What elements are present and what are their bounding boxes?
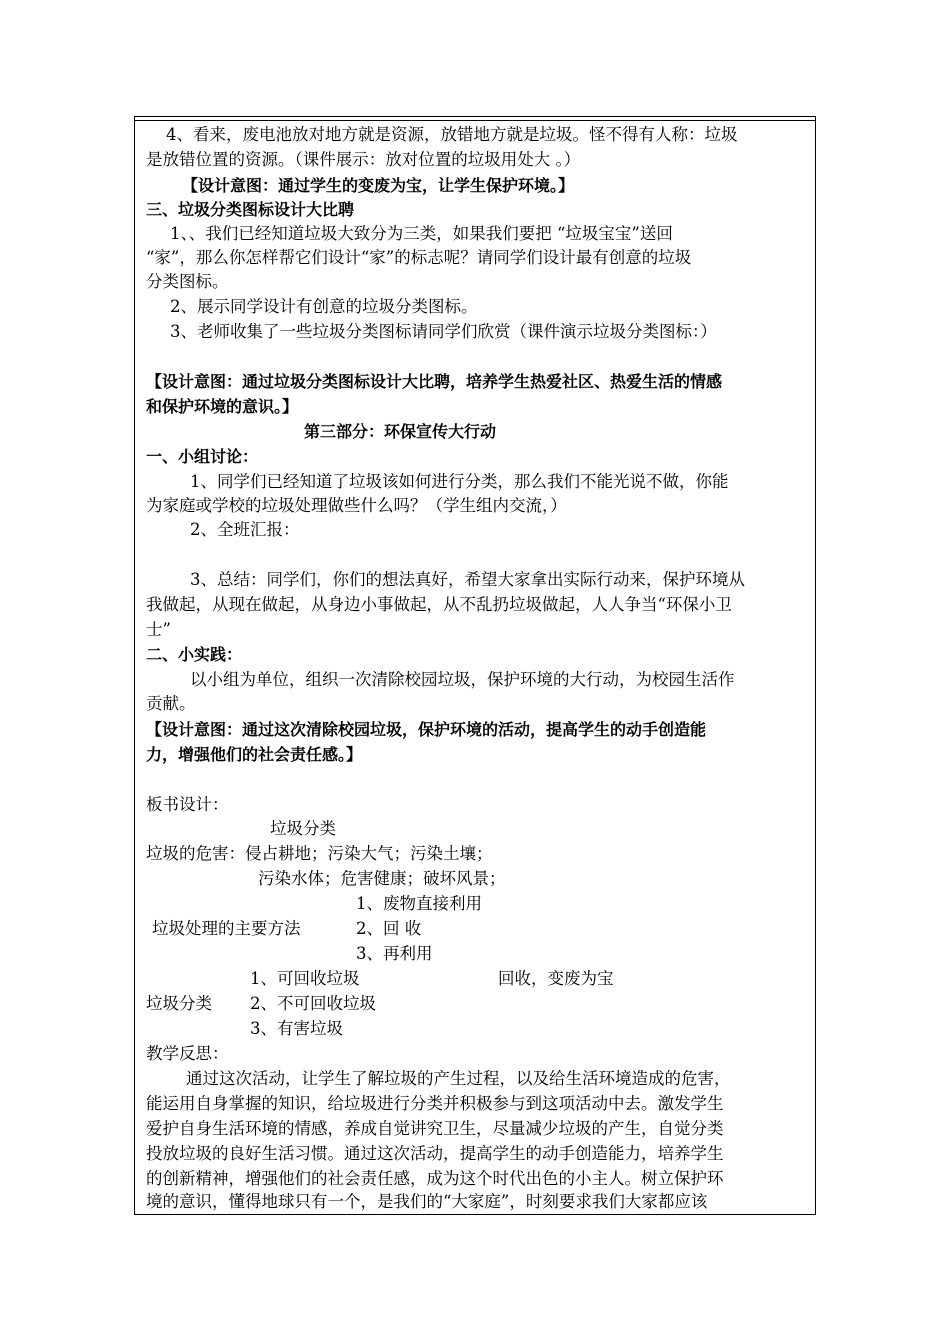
text-line: 士” — [146, 620, 171, 639]
design-intent: 【设计意图：通过垃圾分类图标设计大比聘，培养学生热爱社区、热爱生活的情感 — [146, 372, 723, 391]
text-line: 4、看来，废电池放对地方就是资源，放错地方就是垃圾。怪不得有人称：垃圾 — [166, 125, 738, 144]
section-heading: 一、小组讨论： — [146, 447, 259, 466]
text-line: 3、总结：同学们，你们的想法真好，希望大家拿出实际行动来，保护环境从 — [190, 570, 745, 589]
section-heading: 二、小实践： — [146, 645, 243, 664]
board-line: 2、不可回收垃圾 — [250, 994, 376, 1013]
text-line: “家”，那么你怎样帮它们设计“家”的标志呢？请同学们设计最有创意的垃圾 — [146, 248, 692, 267]
board-line: 1、废物直接利用 — [356, 894, 482, 913]
text-line: 2、全班汇报： — [190, 520, 300, 539]
board-line: 回收，变废为宝 — [498, 969, 614, 988]
section-heading: 三、垃圾分类图标设计大比聘 — [146, 200, 355, 219]
board-design-label: 板书设计： — [146, 795, 229, 814]
text-line: 1、、我们已经知道垃圾大致分为三类，如果我们要把 “垃圾宝宝”送回 — [170, 224, 673, 243]
text-line: 以小组为单位，组织一次清除校园垃圾，保护环境的大行动，为校园生活作 — [190, 670, 735, 689]
text-line: 我做起，从现在做起，从身边小事做起，从不乱扔垃圾做起，人人争当“环保小卫 — [146, 595, 732, 614]
design-intent: 力，增强他们的社会责任感。】 — [146, 745, 363, 764]
reflection-text: 能运用自身掌握的知识，给垃圾进行分类并积极参与到这项活动中去。激发学生 — [146, 1094, 724, 1113]
text-line: 贡献。 — [146, 694, 196, 713]
reflection-text: 境的意识，懂得地球只有一个，是我们的“大家庭”，时刻要求我们大家都应该 — [146, 1192, 708, 1211]
text-line: 是放错位置的资源。（课件展示：放对位置的垃圾用处大 。） — [146, 150, 581, 169]
reflection-label: 教学反思： — [146, 1044, 229, 1063]
design-intent: 【设计意图：通过学生的变废为宝，让学生保护环境。】 — [182, 176, 575, 195]
part-heading: 第三部分：环保宣传大行动 — [304, 422, 497, 441]
board-line: 污染水体；危害健康；破坏风景； — [258, 869, 506, 888]
board-line: 垃圾分类 — [146, 994, 212, 1013]
text-line: 1、同学们已经知道了垃圾该如何进行分类，那么我们不能光说不做，你能 — [190, 472, 729, 491]
text-line: 2、展示同学设计有创意的垃圾分类图标。 — [170, 297, 478, 316]
design-intent: 和保护环境的意识。】 — [146, 397, 299, 416]
design-intent: 【设计意图：通过这次清除校园垃圾，保护环境的活动，提高学生的动手创造能 — [146, 720, 707, 739]
board-line: 3、有害垃圾 — [250, 1019, 343, 1038]
reflection-text: 通过这次活动，让学生了解垃圾的产生过程，以及给生活环境造成的危害， — [186, 1069, 731, 1088]
reflection-text: 投放垃圾的良好生活习惯。通过这次活动，提高学生的动手创造能力，培养学生 — [146, 1144, 724, 1163]
board-line: 2、回 收 — [356, 919, 422, 938]
text-line: 为家庭或学校的垃圾处理做些什么吗？（学生组内交流，） — [146, 496, 567, 515]
text-line: 3、老师收集了一些垃圾分类图标请同学们欣赏（课件演示垃圾分类图标：） — [170, 322, 717, 341]
board-line: 3、再利用 — [356, 944, 433, 963]
board-line: 1、可回收垃圾 — [250, 969, 360, 988]
board-line: 垃圾处理的主要方法 — [152, 919, 301, 938]
board-title: 垃圾分类 — [270, 819, 336, 838]
board-line: 垃圾的危害：侵占耕地；污染大气；污染土壤； — [146, 844, 493, 863]
reflection-text: 爱护自身生活环境的情感，养成自觉讲究卫生，尽量减少垃圾的产生，自觉分类 — [146, 1119, 724, 1138]
reflection-text: 的创新精神，增强他们的社会责任感，成为这个时代出色的小主人。树立保护环 — [146, 1169, 724, 1188]
text-line: 分类图标。 — [146, 272, 229, 291]
